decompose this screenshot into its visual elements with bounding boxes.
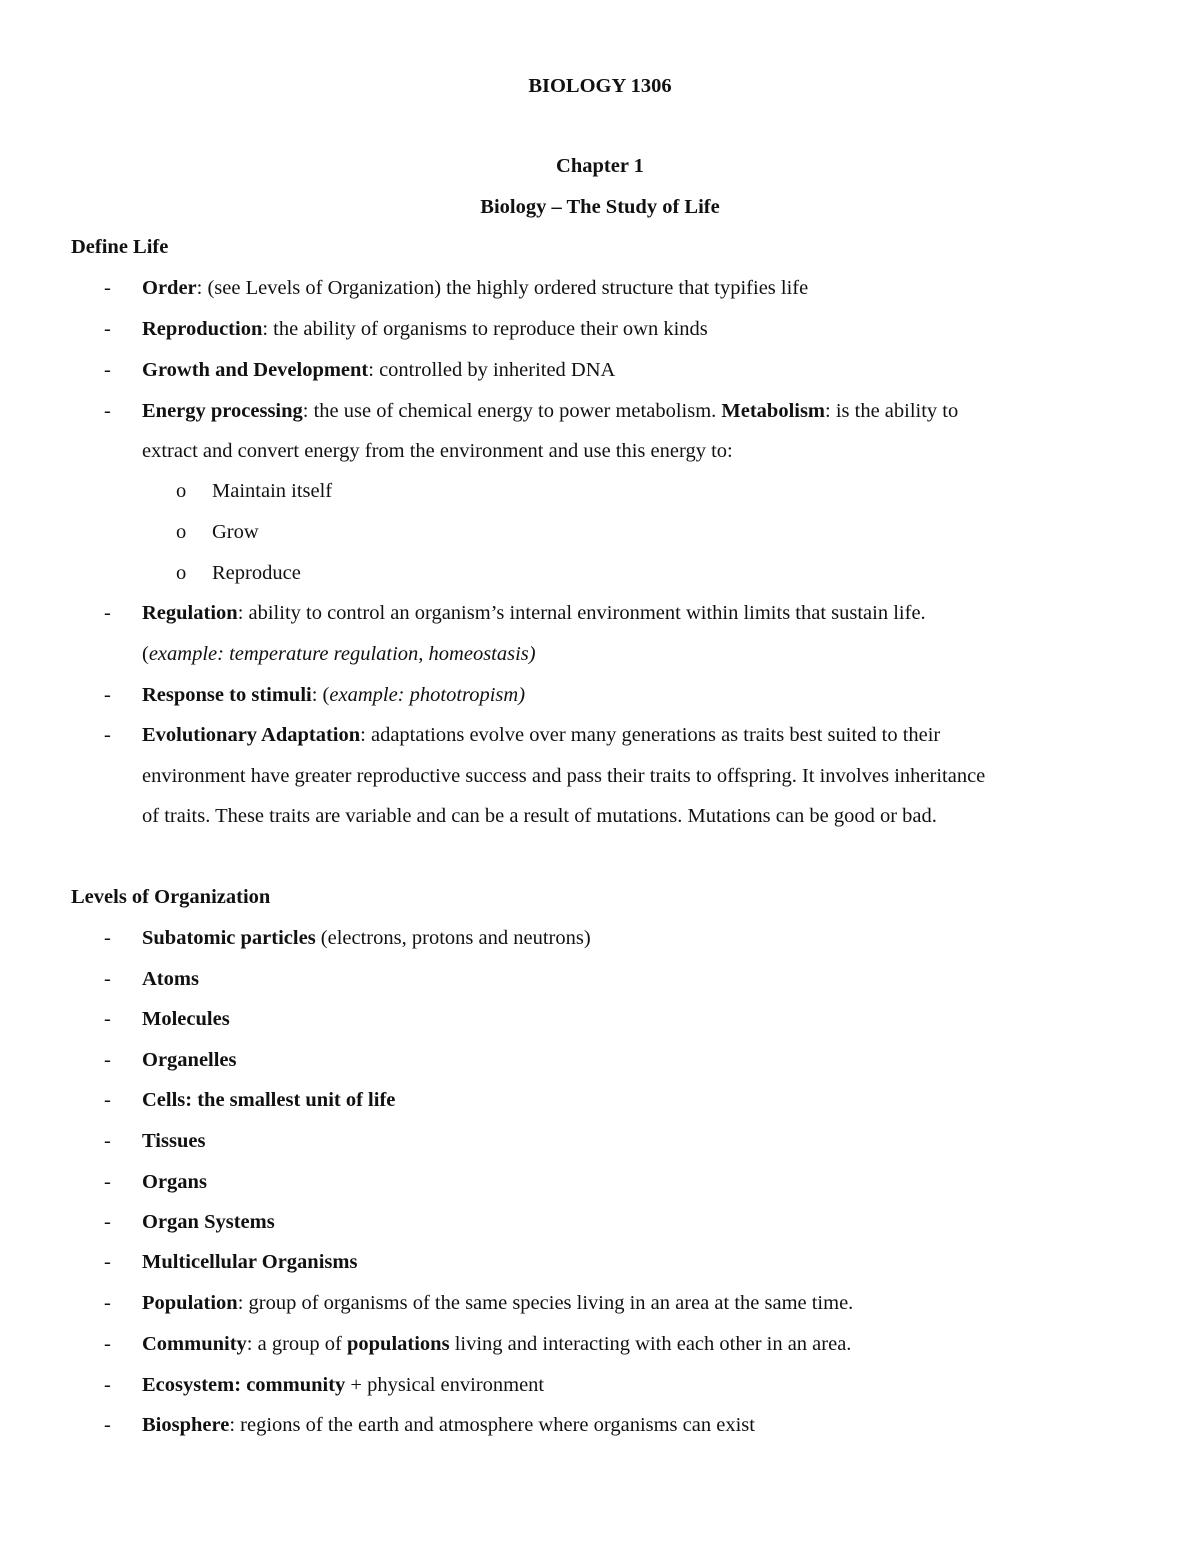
definition-ecosystem: + physical environment: [345, 1374, 545, 1396]
bullet-dash: -: [104, 602, 111, 624]
bullet-dash: -: [104, 359, 111, 381]
definition-community: : a group of: [246, 1333, 347, 1355]
definition-adaptation: : adaptations evolve over many generations as traits best suited to their: [360, 724, 941, 746]
example-text: example: temperature regulation, homeostasis): [148, 643, 536, 665]
bullet-dash: -: [104, 1049, 111, 1071]
term-organelles: Organelles: [142, 1049, 237, 1071]
definition-growth: : controlled by inherited DNA: [368, 359, 616, 381]
term-order: Order: [142, 277, 197, 299]
bullet-dash: -: [104, 1130, 111, 1152]
bullet-dash: -: [104, 968, 111, 990]
bullet-dash: -: [104, 318, 111, 340]
term-populations: populations: [347, 1333, 450, 1355]
bullet-dash: -: [104, 277, 111, 299]
definition-order: : (see Levels of Organization) the highly ordered structure that typifies life: [196, 277, 809, 299]
regulation-example: [142, 640, 536, 668]
definition-reproduction: : the ability of organisms to reproduce their own kinds: [262, 318, 708, 340]
definition-population: : group of organisms of the same species living in an area at the same time.: [237, 1292, 854, 1314]
definition-biosphere: : regions of the earth and atmosphere where organisms can exist: [229, 1414, 755, 1436]
term-atoms: Atoms: [142, 968, 199, 990]
bullet-dash: -: [104, 1211, 111, 1233]
levels-heading: Levels of Organization: [71, 886, 271, 908]
term-molecules: Molecules: [142, 1008, 230, 1030]
term-organ-systems: Organ Systems: [142, 1211, 275, 1233]
adaptation-continuation-2: of traits. These traits are variable and can be a result of mutations. Mutations can be good or bad.: [142, 805, 937, 827]
sub-item-text: Grow: [212, 521, 259, 543]
bullet-dash: -: [104, 724, 111, 746]
term-adaptation: Evolutionary Adaptation: [142, 724, 361, 746]
course-title: BIOLOGY 1306: [528, 75, 672, 97]
term-cells: Cells: the smallest unit of life: [142, 1089, 396, 1111]
bullet-dash: -: [104, 1251, 111, 1273]
sub-bullet: o: [176, 521, 187, 543]
paren-open: (: [142, 643, 149, 665]
definition-community-2: living and interacting with each other in an area.: [449, 1333, 852, 1355]
bullet-dash: -: [104, 1008, 111, 1030]
adaptation-continuation-1: environment have greater reproductive success and pass their traits to offspring. It involves inheritance: [142, 765, 986, 787]
term-community-ref: community: [246, 1374, 346, 1396]
term-community: Community: [142, 1333, 247, 1355]
term-energy: Energy processing: [142, 400, 303, 422]
bullet-dash: -: [104, 1374, 111, 1396]
term-ecosystem: Ecosystem: [142, 1374, 235, 1396]
bullet-dash: -: [104, 684, 111, 706]
definition-response: : (: [311, 684, 330, 706]
term-biosphere: Biosphere: [142, 1414, 230, 1436]
sub-item-text: Maintain itself: [212, 480, 333, 502]
definition-regulation: : ability to control an organism’s internal environment within limits that sustain life.: [237, 602, 926, 624]
definition-metabolism: : is the ability to: [825, 400, 959, 422]
bullet-dash: -: [104, 1292, 111, 1314]
definition-energy: : the use of chemical energy to power metabolism.: [302, 400, 722, 422]
term-reproduction: Reproduction: [142, 318, 263, 340]
chapter-subtitle: Biology – The Study of Life: [480, 196, 720, 218]
term-growth: Growth and Development: [142, 359, 369, 381]
bullet-dash: -: [104, 1171, 111, 1193]
term-response: Response to stimuli: [142, 684, 312, 706]
sub-bullet: o: [176, 480, 187, 502]
sub-item-text: Reproduce: [212, 562, 301, 584]
example-text: example: phototropism): [329, 684, 526, 706]
energy-continuation: extract and convert energy from the environment and use this energy to:: [142, 440, 733, 462]
term-population: Population: [142, 1292, 238, 1314]
term-tissues: Tissues: [142, 1130, 206, 1152]
bullet-dash: -: [104, 1414, 111, 1436]
bullet-dash: -: [104, 400, 111, 422]
bullet-dash: -: [104, 1333, 111, 1355]
term-multicellular: Multicellular Organisms: [142, 1251, 358, 1273]
ecosystem-colon: :: [234, 1374, 247, 1396]
term-organs: Organs: [142, 1171, 207, 1193]
bullet-dash: -: [104, 927, 111, 949]
term-metabolism: Metabolism: [721, 400, 826, 422]
define-life-heading: Define Life: [71, 236, 169, 258]
term-regulation: Regulation: [142, 602, 238, 624]
bullet-dash: -: [104, 1089, 111, 1111]
term-subatomic: Subatomic particles: [142, 927, 316, 949]
definition-subatomic: (electrons, protons and neutrons): [315, 927, 591, 949]
chapter-title: Chapter 1: [556, 155, 644, 177]
sub-bullet: o: [176, 562, 187, 584]
